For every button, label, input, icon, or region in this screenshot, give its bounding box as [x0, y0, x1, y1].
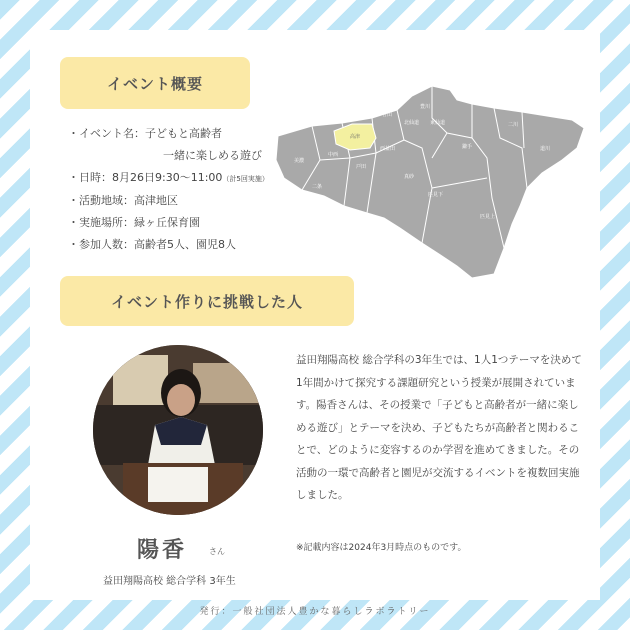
venue-row: [68, 216, 269, 230]
participants-row: [68, 238, 269, 252]
datetime-label: ・日時：: [68, 171, 112, 184]
datetime-value: 8月26日9:30～11:00: [112, 171, 223, 184]
event-name-row: [68, 127, 269, 163]
map-label-18: 鎌手: [462, 144, 473, 150]
map-svg: [272, 78, 588, 283]
student-honorific: さん: [209, 547, 225, 556]
map-label-16: 道川: [540, 146, 551, 152]
map-label-10: 美濃: [294, 158, 305, 164]
event-name-line1: 子どもと高齢者: [145, 127, 222, 140]
creator-heading: イベント作りに挑戦した人: [60, 276, 354, 326]
map-label-13: 東仙道: [430, 120, 446, 126]
datetime-note: （計5回実施）: [222, 175, 269, 183]
map-label-17: 匹見下: [428, 192, 444, 198]
creator-description: 益田翔陽高校 総合学科の3年生では、1人1つテーマを決めて1年間かけて探究する課題研究という授業が展開されています。陽香さんは、その授業で「子どもと高齢者が一緒に楽しめる遊び」とテーマを決め、子どもたちが高齢者と関わることで、どのように変容するのか学習を進めてきました。その活動の一環で高齢者と園児が交流するイベントを複数回実施しました。: [296, 354, 582, 501]
map-label-7: 西益田: [380, 146, 396, 152]
photo-illustration: [93, 345, 263, 515]
overview-heading: イベント概要: [60, 57, 250, 109]
event-name-line2: 一緒に楽しめる遊び: [163, 149, 262, 162]
area-map: [272, 78, 588, 283]
participants-value: 高齢者5人、園児8人: [134, 238, 236, 251]
map-label-12: 真砂: [404, 174, 415, 180]
event-name-label: ・イベント名：: [68, 127, 145, 140]
map-label-15: 匹見上: [480, 214, 496, 220]
map-label-1: 鎌手: [408, 88, 419, 94]
event-details: [68, 127, 269, 260]
map-label-2: 豊川: [420, 104, 431, 110]
datetime-row: [68, 171, 269, 186]
participants-label: ・参加人数：: [68, 238, 134, 251]
map-label-11: 二条: [312, 184, 323, 190]
map-label-3: 北仙道: [404, 120, 420, 126]
student-photo: [93, 345, 263, 515]
venue-value: 緑ヶ丘保育園: [134, 216, 200, 229]
map-label-6: 高津: [350, 134, 361, 140]
map-label-9: 中西: [328, 152, 339, 158]
area-value: 高津地区: [134, 194, 178, 207]
date-note: ※記載内容は2024年3月時点のものです。: [296, 543, 467, 553]
map-label-4: 吉田: [382, 112, 393, 118]
area-row: [68, 194, 269, 208]
area-label: ・活動地域：: [68, 194, 134, 207]
map-label-8: 戸田: [356, 164, 367, 170]
map-label-14: 二川: [508, 122, 519, 128]
student-school: 益田翔陽高校 総合学科 3年生: [103, 576, 236, 587]
venue-label: ・実施場所：: [68, 216, 134, 229]
publisher-footer: 発行：一般社団法人豊かな暮らしラボラトリー: [199, 607, 431, 617]
map-label-5: 安田: [360, 112, 371, 118]
student-name: 陽香: [137, 538, 188, 563]
